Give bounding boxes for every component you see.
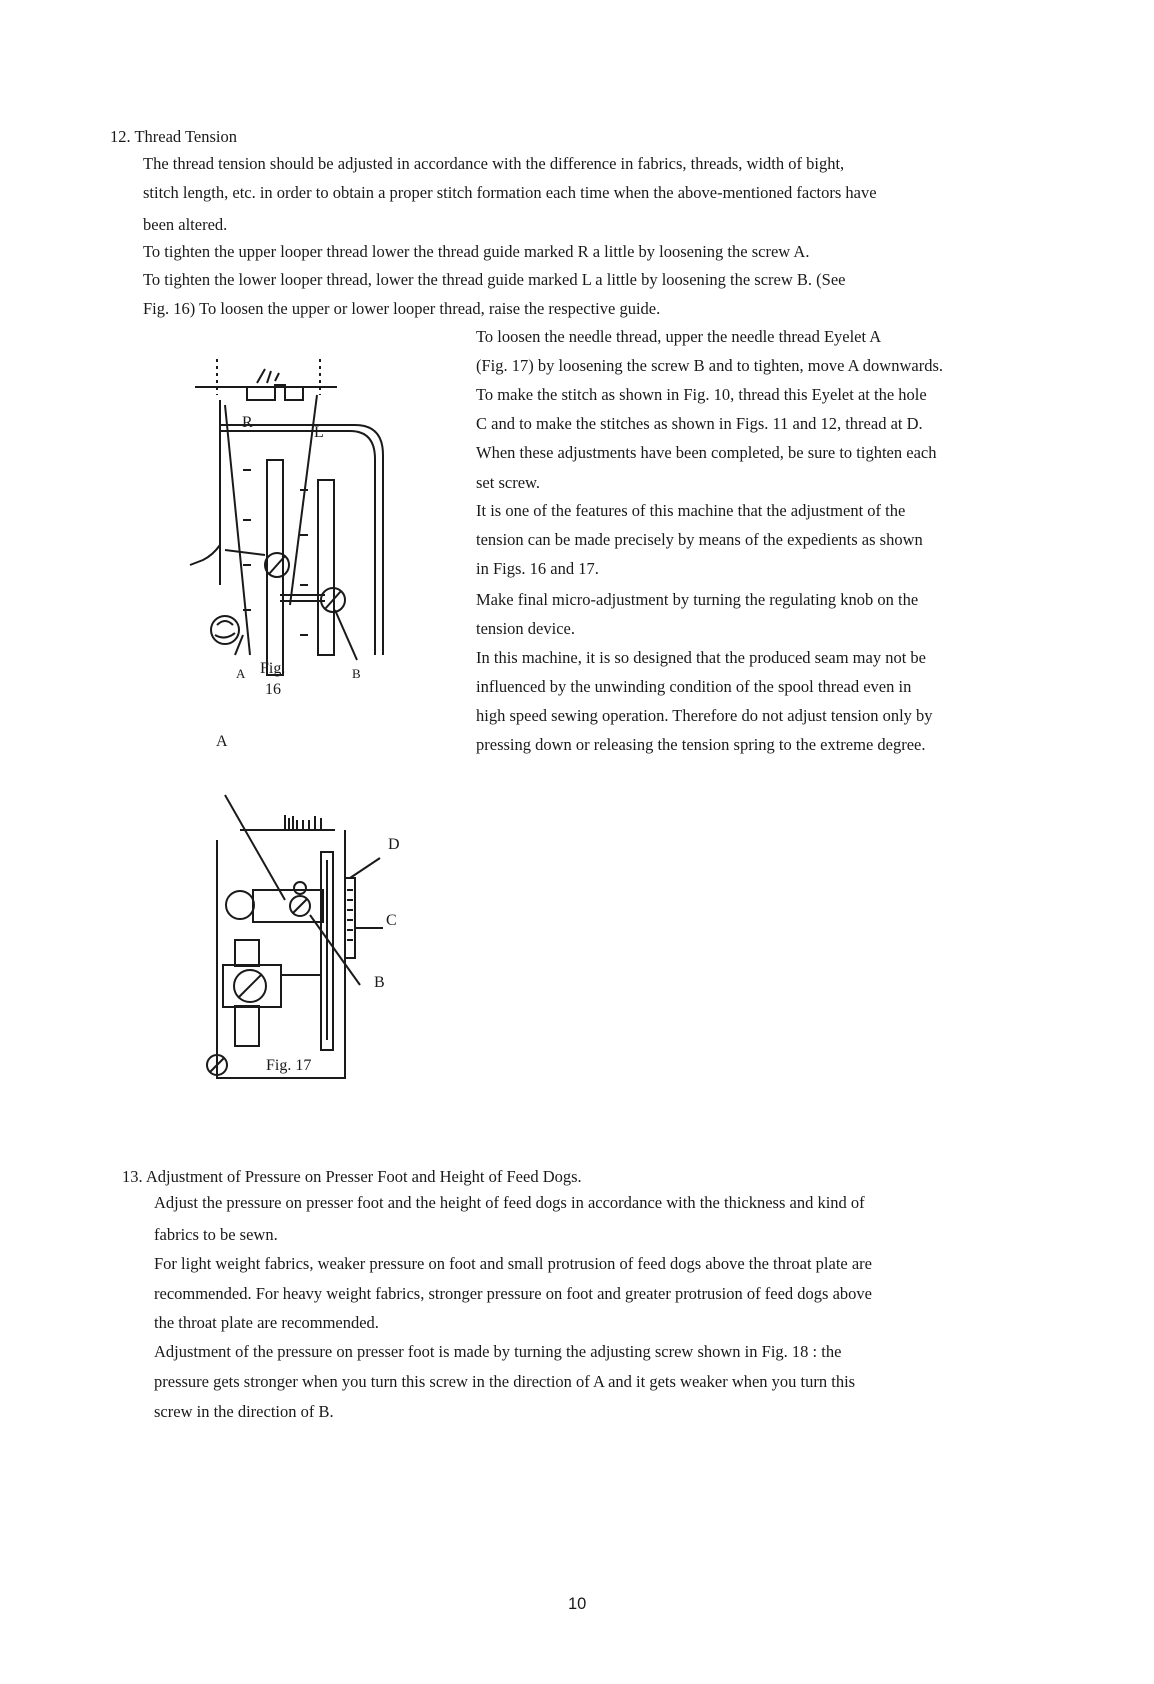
section-13-line: recommended. For heavy weight fabrics, stronger pressure on foot and greater protrusion of feed dogs above (154, 1284, 872, 1303)
right-column-line: It is one of the features of this machine that the adjustment of the (476, 501, 906, 520)
section-12-line: To tighten the upper looper thread lower the thread guide marked R a little by loosening the screw A. (143, 242, 810, 261)
fig16-label-r: R (242, 414, 253, 431)
right-column-line: pressing down or releasing the tension spring to the extreme degree. (476, 735, 926, 754)
right-column-line: influenced by the unwinding condition of the spool thread even in (476, 677, 912, 696)
right-column-line: tension device. (476, 619, 575, 638)
figure-16 (185, 355, 405, 735)
fig16-caption-number: 16 (265, 681, 281, 698)
section-13-heading: 13. Adjustment of Pressure on Presser Foot and Height of Feed Dogs. (122, 1167, 582, 1186)
section-13-line: For light weight fabrics, weaker pressure on foot and small protrusion of feed dogs above the throat plate are (154, 1254, 872, 1273)
fig16-caption-fig: Fig. (260, 660, 286, 677)
section-13-line: pressure gets stronger when you turn this screw in the direction of A and it gets weaker when you turn this (154, 1372, 856, 1391)
fig17-caption: Fig. 17 (266, 1057, 312, 1074)
right-column-line: To loosen the needle thread, upper the needle thread Eyelet A (476, 327, 882, 346)
figure-17 (205, 760, 415, 1080)
right-column-line: tension can be made precisely by means of the expedients as shown (476, 530, 923, 549)
section-12-line: To tighten the lower looper thread, lower the thread guide marked L a little by loosening the screw B. (See (143, 270, 846, 289)
right-column-line: Make final micro-adjustment by turning the regulating knob on the (476, 590, 919, 609)
right-column-line: in Figs. 16 and 17. (476, 559, 599, 578)
right-column-line: (Fig. 17) by loosening the screw B and to tighten, move A downwards. (476, 356, 943, 375)
right-column-line: In this machine, it is so designed that the produced seam may not be (476, 648, 926, 667)
right-column-line: C and to make the stitches as shown in Figs. 11 and 12, thread at D. (476, 414, 923, 433)
section-13-line: screw in the direction of B. (154, 1402, 334, 1421)
right-column-line: set screw. (476, 473, 540, 492)
fig17-label-a: A (216, 733, 228, 750)
section-12-line: The thread tension should be adjusted in accordance with the difference in fabrics, threads, width of bight, (143, 154, 845, 173)
section-12-line: been altered. (143, 215, 228, 234)
section-13-line: the throat plate are recommended. (154, 1313, 379, 1332)
fig16-label-l: L (314, 424, 324, 441)
section-13-line: Adjustment of the pressure on presser foot is made by turning the adjusting screw shown in Fig. 18 : the (154, 1342, 842, 1361)
fig17-label-b: B (374, 974, 385, 991)
section-12-line: stitch length, etc. in order to obtain a proper stitch formation each time when the above-mentioned factors have (143, 183, 877, 202)
fig17-label-d: D (388, 836, 400, 853)
section-13-line: fabrics to be sewn. (154, 1225, 278, 1244)
fig17-label-c: C (386, 912, 397, 929)
right-column-line: high speed sewing operation. Therefore do not adjust tension only by (476, 706, 933, 725)
section-12-heading: 12. Thread Tension (110, 127, 238, 146)
fig16-label-b: B (352, 666, 361, 681)
fig16-label-a: A (236, 666, 246, 681)
section-13-line: Adjust the pressure on presser foot and the height of feed dogs in accordance with the thickness and kind of (154, 1193, 865, 1212)
page-number: 10 (568, 1595, 587, 1613)
right-column-line: To make the stitch as shown in Fig. 10, thread this Eyelet at the hole (476, 385, 927, 404)
section-12-line: Fig. 16) To loosen the upper or lower looper thread, raise the respective guide. (143, 299, 661, 318)
right-column-line: When these adjustments have been completed, be sure to tighten each (476, 443, 937, 462)
